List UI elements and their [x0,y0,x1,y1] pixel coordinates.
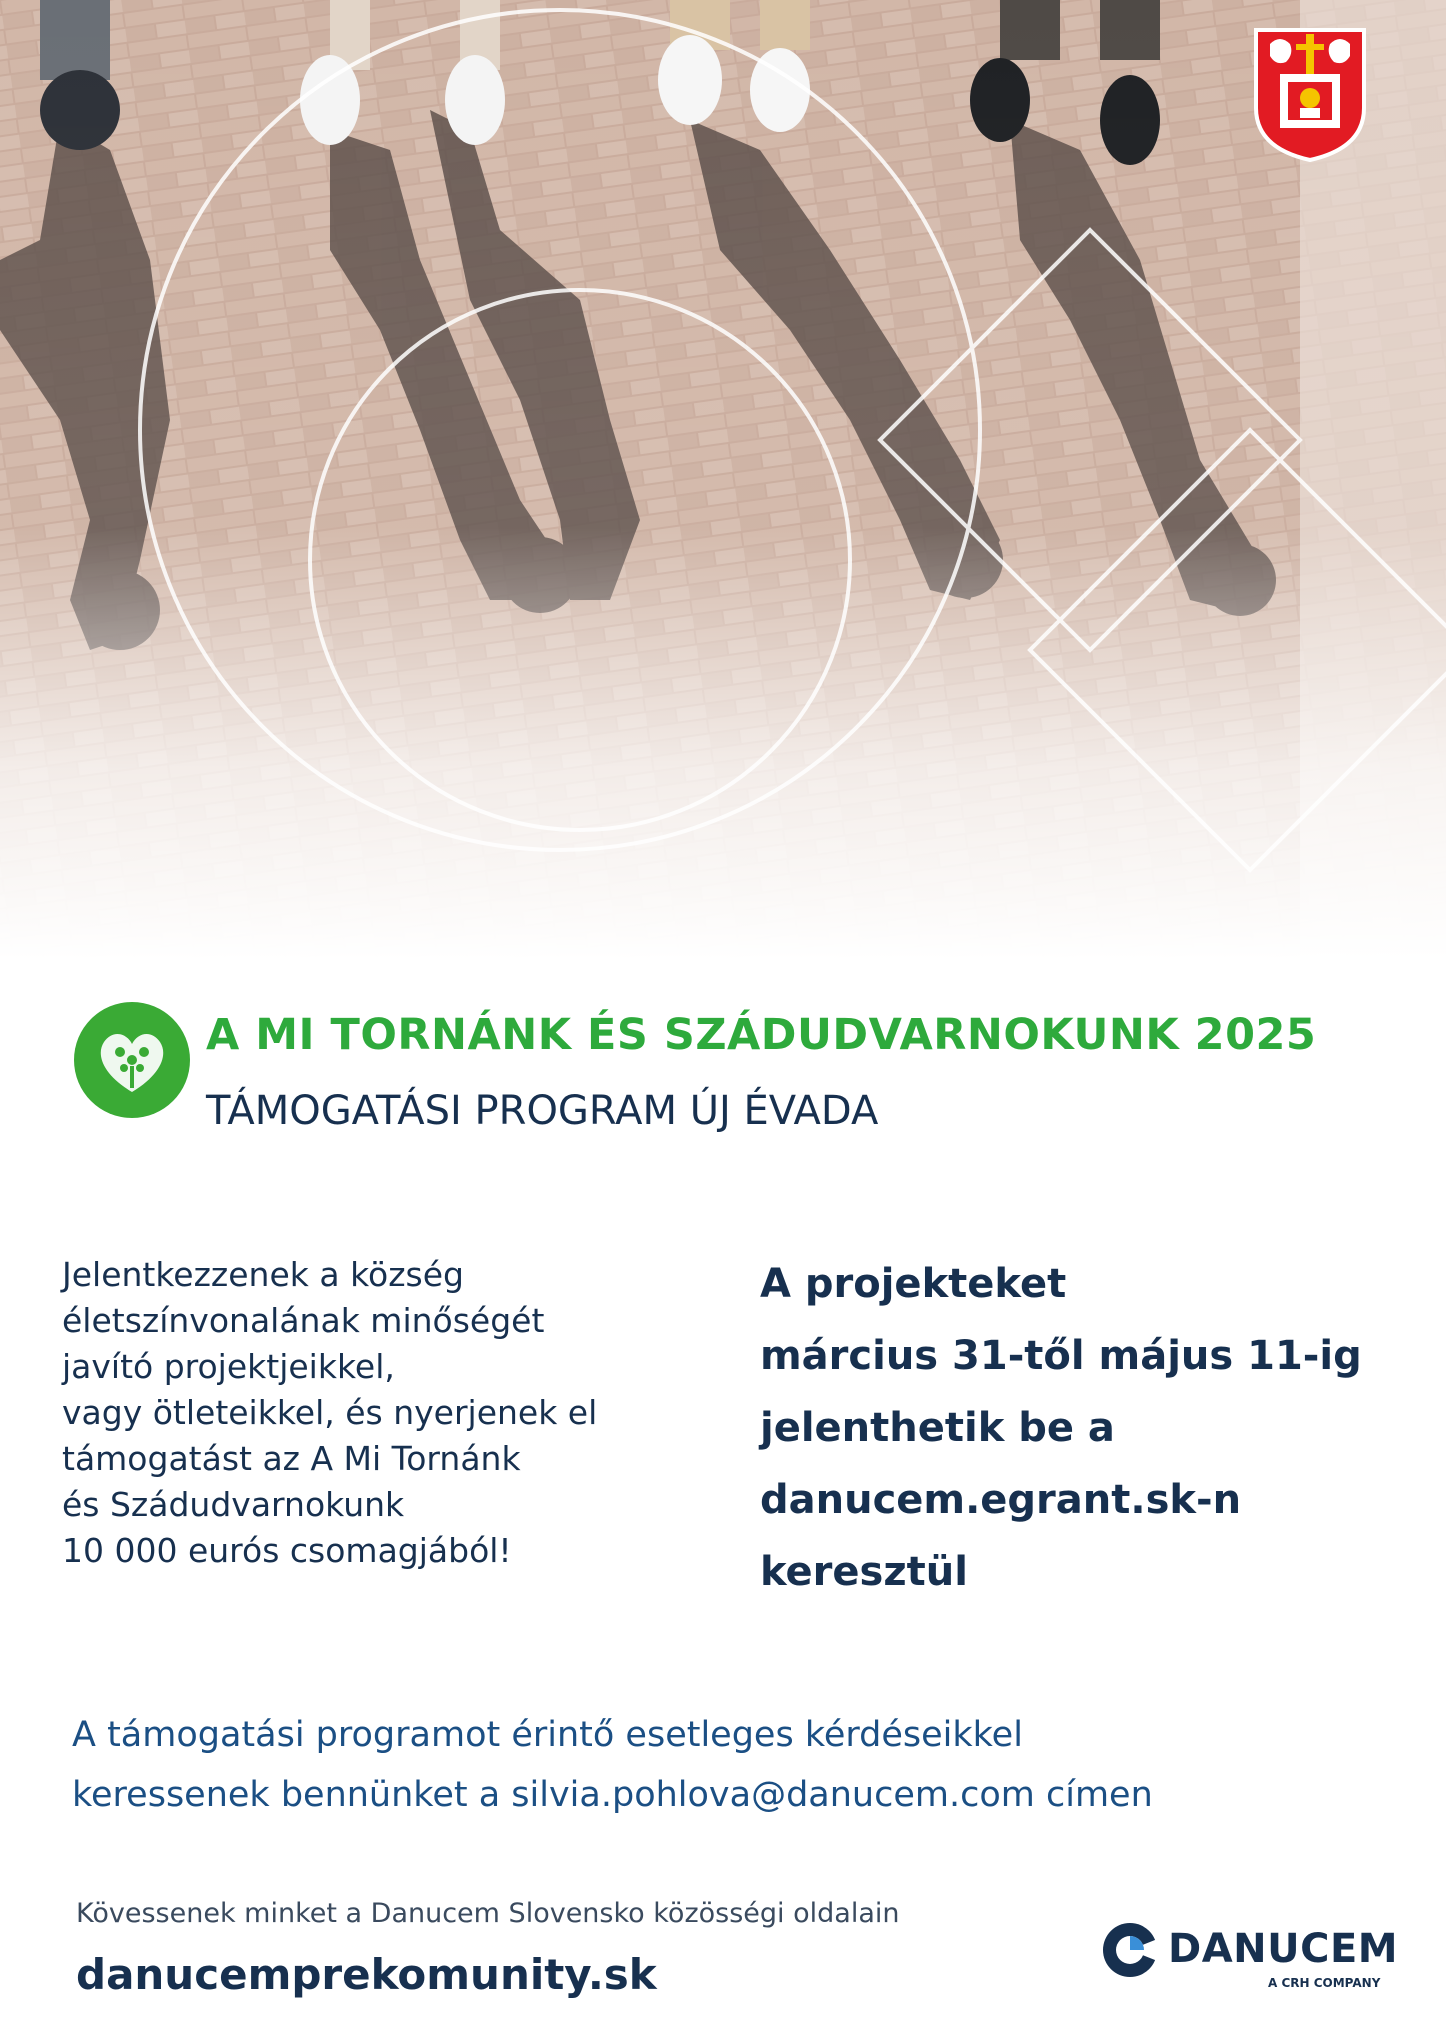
heart-tree-icon [72,1000,192,1120]
deadline-paragraph [760,1248,1420,1608]
deadline-line: A projekteket [760,1261,1067,1307]
intro-line: Jelentkezzenek a község [62,1255,464,1294]
deadline-link[interactable]: danucem.egrant.sk-n [760,1477,1242,1523]
program-title: A MI TORNÁNK ÉS SZÁDUDVARNOKUNK 2025 [206,1010,1317,1060]
intro-line: támogatást az A Mi Tornánk [62,1439,521,1478]
heading-block [72,1000,1412,1134]
people-shadows-photo [0,0,1446,960]
intro-line: vagy ötleteikkel, és nyerjenek el [62,1393,598,1432]
program-subtitle: TÁMOGATÁSI PROGRAM ÚJ ÉVADA [206,1088,879,1134]
deadline-line: jelenthetik be a [760,1405,1115,1451]
deadline-line: március 31-től május 11-ig [760,1333,1362,1379]
coat-of-arms-icon [1250,24,1370,164]
contact-line: A támogatási programot érintő esetleges kérdéseikkel [72,1715,1023,1755]
intro-line: életszínvonalának minőségét [62,1301,545,1340]
intro-line: 10 000 eurós csomagjából! [62,1531,512,1570]
contact-paragraph [72,1705,1422,1825]
danucem-logo[interactable] [1100,1920,1400,2000]
intro-line: és Szádudvarnokunk [62,1485,405,1524]
hero-photo [0,0,1446,960]
danucem-logo-icon [1100,1920,1160,1980]
logo-name: DANUCEM [1168,1926,1399,1972]
intro-line: javító projektjeikkel, [62,1347,395,1386]
contact-email-line[interactable]: keressenek bennünket a silvia.pohlova@danucem.com címen [72,1775,1153,1815]
logo-tagline: A CRH COMPANY [1268,1976,1381,1990]
intro-paragraph [62,1252,722,1574]
follow-text: Kövessenek minket a Danucem Slovensko közösségi oldalain [76,1898,900,1929]
deadline-line: keresztül [760,1549,968,1595]
website-link[interactable]: danucemprekomunity.sk [76,1950,657,1999]
